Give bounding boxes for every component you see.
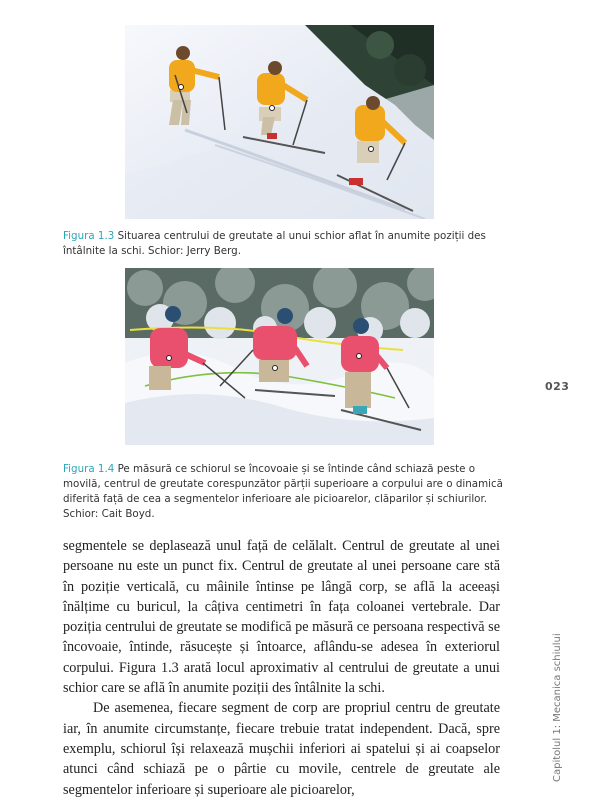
figure-1-4-photo	[125, 268, 434, 445]
body-text	[63, 536, 500, 800]
figure-caption-text: Situarea centrului de greutate al unui schior aflat în anumite poziții des întâlnite la schi. Schior: Jerry Berg.	[63, 230, 486, 257]
figure-1-3-caption	[63, 229, 508, 259]
figure-label: Figura 1.4	[63, 463, 115, 475]
figure-caption-text: Pe măsură ce schiorul se încovoaie și se întinde când schiază peste o movilă, centrul de greutate corespunzător părții superioare a corpului are o dinamică diferită față de cea a segmentelor inferioare ale picioarelor, clăparilor și schiurilor. Schior: Cait Boyd.	[63, 463, 503, 520]
figure-1-4-caption	[63, 462, 508, 522]
figure-label: Figura 1.3	[63, 230, 115, 242]
body-paragraph: segmentele se deplasează unul față de celălalt. Centrul de greutate al unei persoane nu este un punct fix. Centrul de greutate al unei persoane care stă în poziție verticală, cu mâinile întinse pe lângă corp, se află la aceeași înălțime cu buricul, la câțiva centimetri în fața coloanei vertebrale. Dar poziția centrului de greutate se modifică pe măsură ce persoana respectivă se încovoaie, întinde, răsucește și întoarce, aflându-se adesea în exteriorul corpului. Figura 1.3 arată locul aproximativ al centrului de greutate a unui schior care se află în anumite poziții des întâlnite la schi.	[63, 538, 500, 697]
page-number: 023	[545, 380, 570, 393]
running-head: Capitolul 1: Mecanica schiului	[552, 633, 563, 782]
figure-1-3-photo	[125, 25, 434, 219]
body-paragraph: De asemenea, fiecare segment de corp are propriul centru de greutate iar, în anumite circumstanțe, fiecare trebuie tratat independent. Dacă, spre exemplu, schiorul își relaxează mușchii inferiori ai spatelui și ai coapselor atunci când schiază pe o pârtie cu movile, centrele de greutate ale segmentelor inferioare și superioare ale picioarelor,	[63, 700, 500, 798]
